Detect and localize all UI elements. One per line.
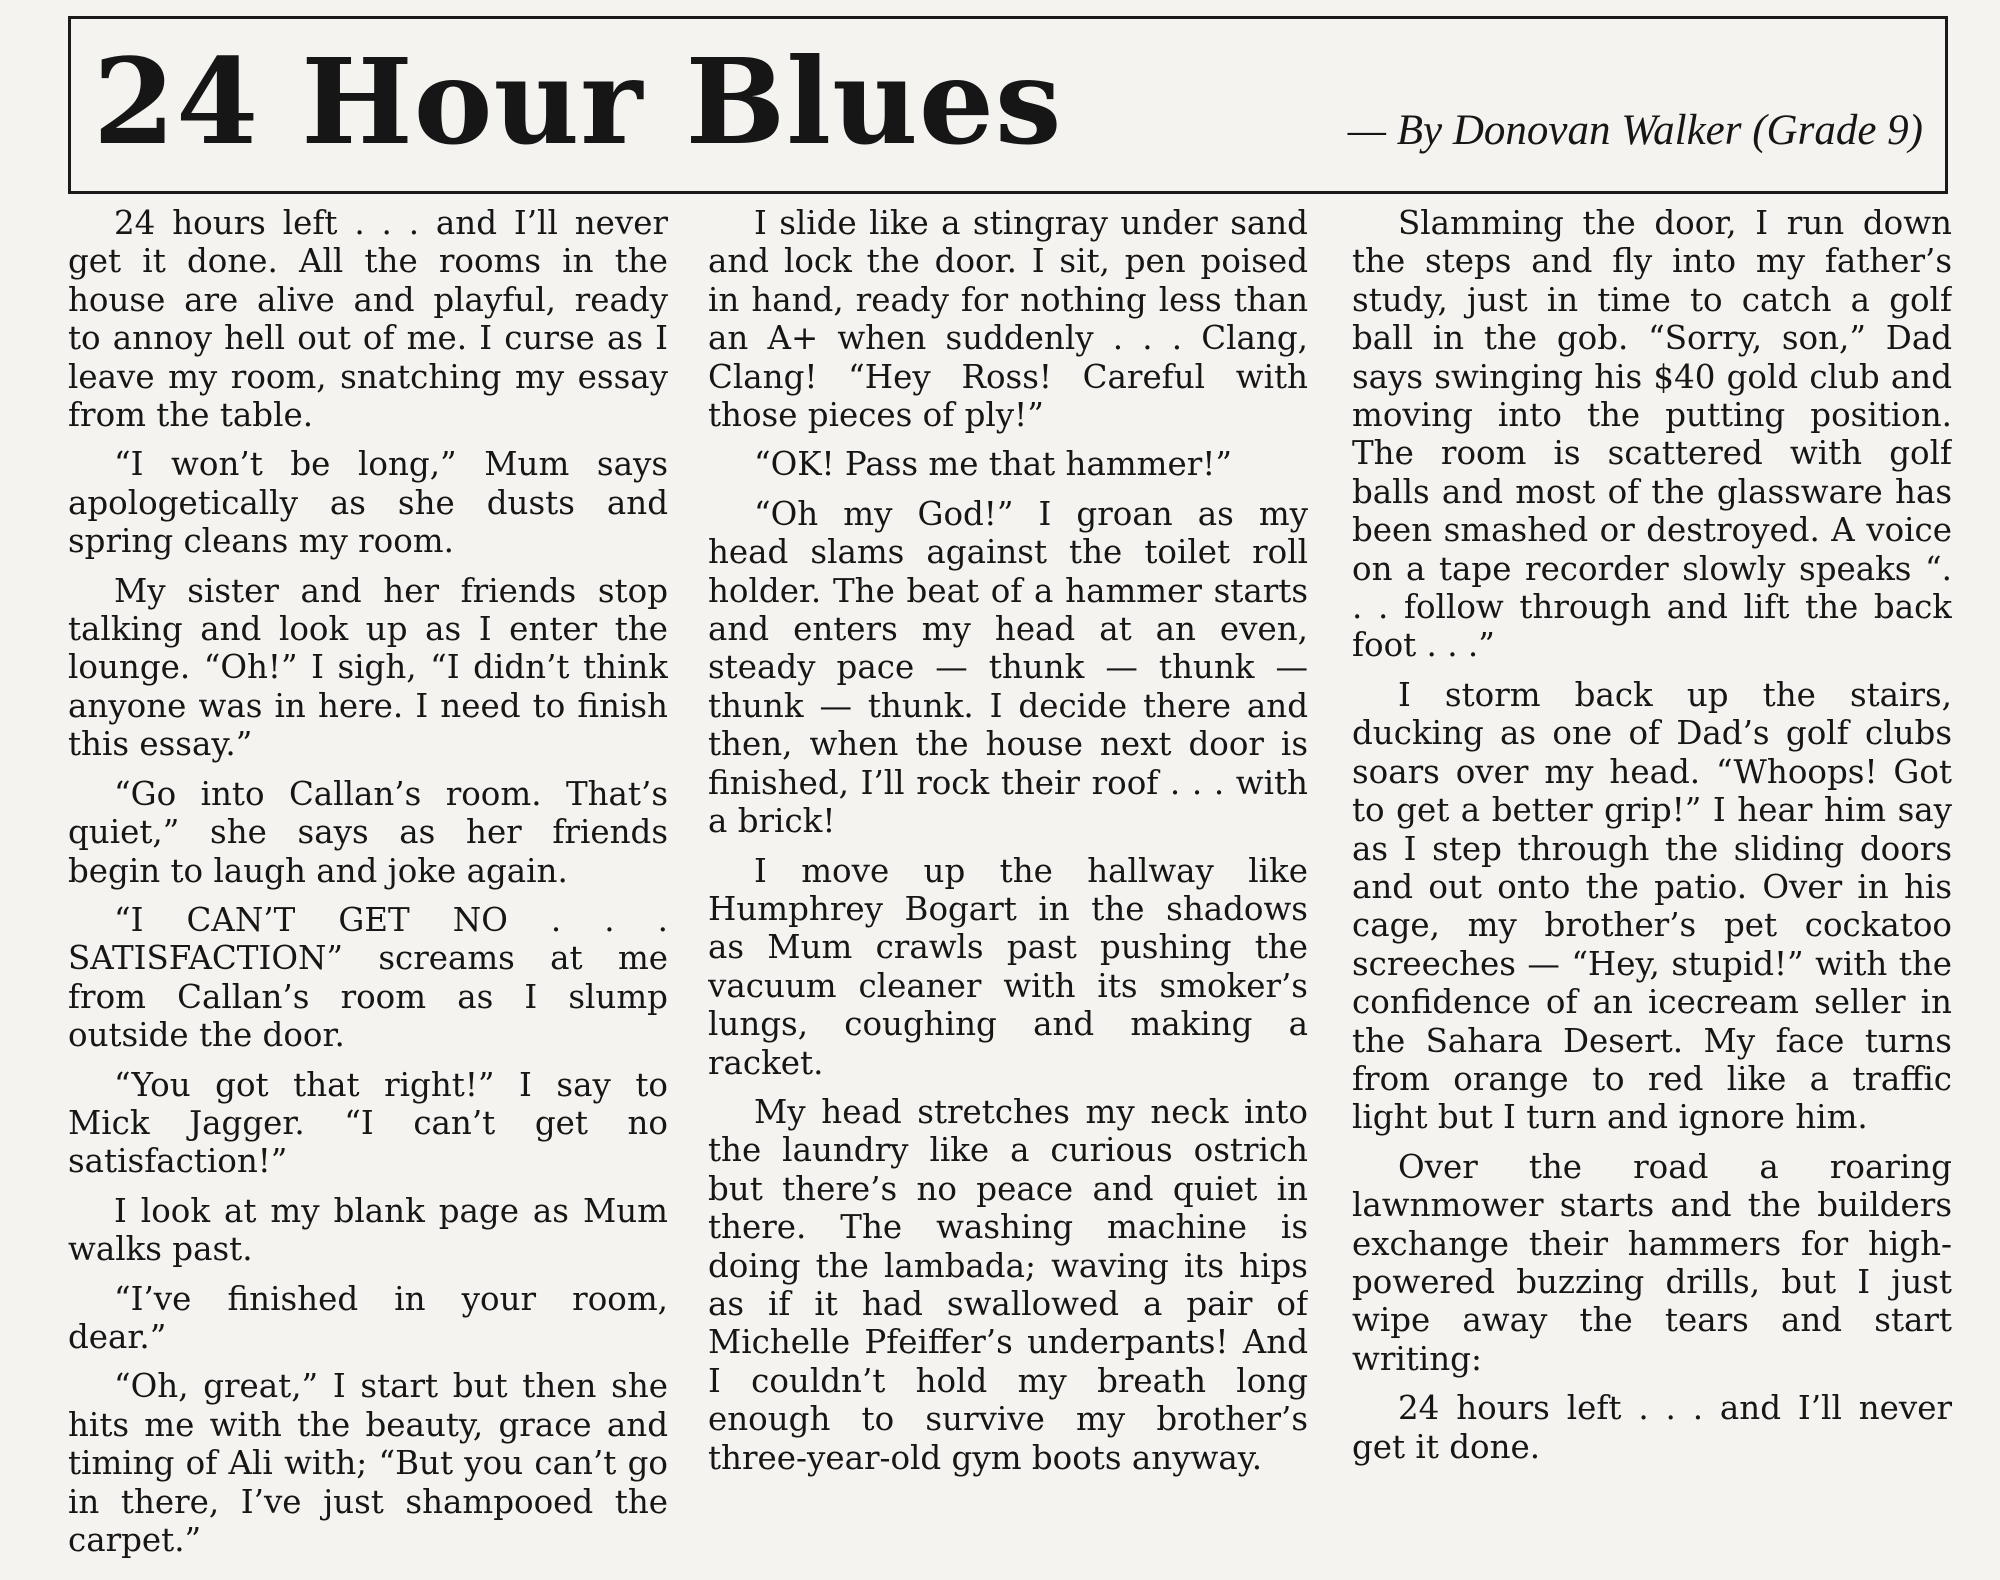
article-header [68, 16, 1948, 194]
paragraph: “OK! Pass me that hammer!” [754, 445, 1232, 484]
paragraph: “I CAN’T GET NO . . . SATISFACTION” screams at me from Callan’s room as I slump outside the door. [68, 900, 668, 1055]
paragraph: I move up the hallway like Humphrey Bogart in the shadows as Mum crawls past pushing the vacuum cleaner with its smoker’s lungs, coughing and making a racket. [708, 851, 1308, 1082]
article-byline: — By Donovan Walker (Grade 9) [1347, 107, 1923, 154]
paragraph: My head stretches my neck into the laundry like a curious ostrich but there’s no peace and quiet in there. The washing machine is doing the lambada; waving its hips as if it had swallowed a pair of Michelle Pfeiffer’s underpants! And I couldn’t hold my breath long enough to survive my brother’s three-year-old gym boots anyway. [708, 1092, 1308, 1477]
paragraph: “Oh, great,” I start but then she hits me with the beauty, grace and timing of Ali with; “But you can’t go in there, I’ve just shampooed the carpet.” [68, 1367, 668, 1559]
text-column-2 [708, 204, 1308, 1564]
paragraph: “I’ve finished in your room, dear.” [68, 1279, 668, 1356]
paragraph: Slamming the door, I run down the steps and fly into my father’s study, just in time to catch a golf ball in the gob. “Sorry, son,” Dad says swinging his $40 gold club and moving into the putting position. The room is scattered with golf balls and most of the glassware has been smashed or destroyed. A voice on a tape recorder slowly speaks “. . . follow through and lift the back foot . . .” [1352, 204, 1952, 665]
paragraph: “You got that right!” I say to Mick Jagger. “I can’t get no satisfaction!” [68, 1065, 668, 1181]
text-column-3 [1352, 204, 1952, 1564]
paragraph: “Oh my God!” I groan as my head slams against the toilet roll holder. The beat of a hammer starts and enters my head at an even, steady pace — thunk — thunk — thunk — thunk. I decide there and then, when the house next door is finished, I’ll rock their roof . . . with a brick! [708, 494, 1308, 841]
paragraph: My sister and her friends stop talking and look up as I enter the lounge. “Oh!” I sigh, “I didn’t think anyone was in here. I need to finish this essay.” [68, 571, 668, 764]
text-column-1 [68, 204, 668, 1564]
paragraph: 24 hours left . . . and I’ll never get it done. [1352, 1389, 1952, 1466]
paragraph: “I won’t be long,” Mum says apologetically as she dusts and spring cleans my room. [68, 445, 668, 561]
paragraph: 24 hours left . . . and I’ll never get it done. All the rooms in the house are alive and playful, ready to annoy hell out of me. I curse as I leave my room, snatching my essay from the table. [68, 204, 668, 435]
paragraph: “Go into Callan’s room. That’s quiet,” she says as her friends begin to laugh and joke again. [68, 774, 668, 890]
article-title: 24 Hour Blues [93, 32, 1063, 171]
paragraph: Over the road a roaring lawnmower starts and the builders exchange their hammers for high-powered buzzing drills, but I just wipe away the tears and start writing: [1352, 1147, 1952, 1378]
paragraph: I storm back up the stairs, ducking as one of Dad’s golf clubs soars over my head. “Whoops! Got to get a better grip!” I hear him say as I step through the sliding doors and out onto the patio. Over in his cage, my brother’s pet cockatoo screeches — “Hey, stupid!” with the confidence of an icecream seller in the Sahara Desert. My face turns from orange to red like a traffic light but I turn and ignore him. [1352, 675, 1952, 1137]
paragraph: I look at my blank page as Mum walks past. [68, 1191, 668, 1269]
paragraph: I slide like a stingray under sand and lock the door. I sit, pen poised in hand, ready for nothing less than an A+ when suddenly . . . Clang, Clang! “Hey Ross! Careful with those pieces of ply!” [708, 204, 1308, 435]
